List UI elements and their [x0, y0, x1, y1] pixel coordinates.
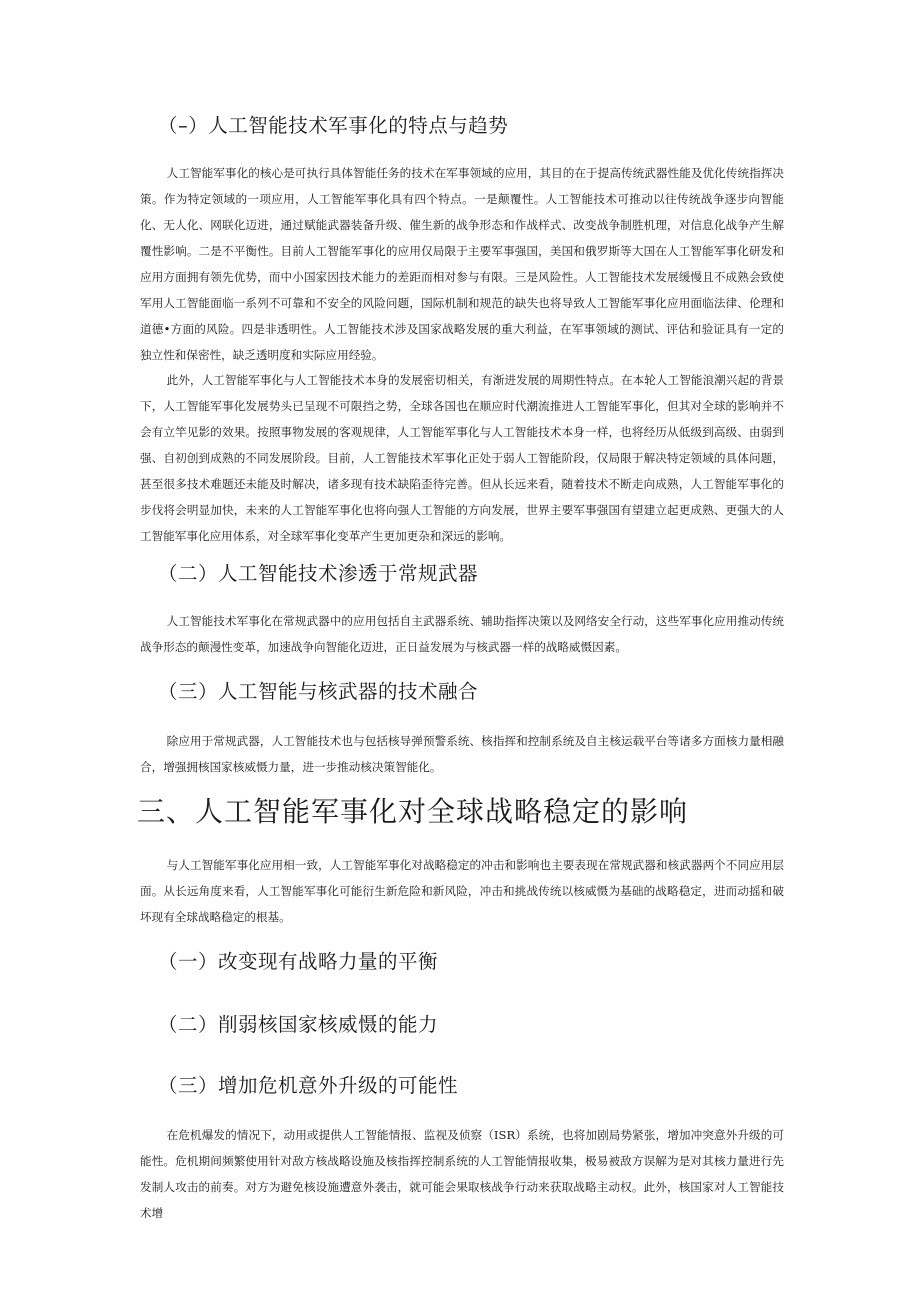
paragraph-1-1-b: 此外，人工智能军事化与人工智能技术本身的发展密切相关，有渐进发展的周期性特点。在本轮人工智能浪潮兴起的背景下，人工智能军事化发展势头已呈现不可限挡之势，全球各国也在顺应时代潮流推进人工智能军事化，但其对全球的影响并不会有立竿见影的效果。按照事物发展的客观规律，人工智能军事化与人工智能技术本身一样，也将经历从低级到高级、由弱到强、自初创到成熟的不同发展阶段。目前，人工智能技术军事化正处于弱人工智能阶段，仅局限于解决特定领域的具体问题，甚至很多技术难题还未能及时解决，诸多现有技术缺陷歪待完善。但从长远来看，随着技术不断走向成熟，人工智能军事化的步伐将会明显加快，未来的人工智能军事化也将向强人工智能的方向发展，世界主要军事强国有望建立起更成熟、更强大的人工智能军事化应用体系，对全球军事化变革产生更加更杂和深远的影响。 [140, 373, 784, 543]
section-heading-3-3: （三）增加危机意外升级的可能性 [158, 1074, 459, 1097]
chapter-heading-3: 三、人工智能军事化对全球战略稳定的影响 [137, 795, 689, 828]
section-heading-1-1: （–）人工智能技术军事化的特点与趋势 [158, 114, 509, 137]
section-heading-3-1: （一）改变现有战略力量的平衡 [158, 950, 439, 973]
paragraph-1-1-a: 人工智能军事化的核心是可执行具体智能任务的技术在军事领域的应用，其目的在于提高传统武器性能及优化传统指挥决策。作为特定领域的一项应用，人工智能军事化具有四个特点。一是颠覆性。人工智能技术可推动以往传统战争逐步向智能化、无人化、网联化迈进，通过赋能武器装备升级、催生新的战争形态和作战样式、改变战争制胜机理，对信息化战争产生解覆性影响。二是不平衡性。目前人工智能军事化的应用仅局限于主要军事强国，美国和俄罗斯等大国在人工智能军事化研发和应用方面拥有领先优势，而中小国家因技术能力的差距而相对参与有限。三是风险性。人工智能技术发展缓慢且不成熟会致使军用人工智能面临一系列不可靠和不安全的风险问题，国际机制和规范的缺失也将导致人工智能军事化应用面临法律、伦理和道德•方面的风险。四是非透明性。人工智能技术涉及国家战略发展的重大利益，在军事领域的测试、评估和验证具有一定的独立性和保密性，缺乏透明度和实际应用经验。 [140, 166, 784, 362]
section-heading-1-2: （二）人工智能技术渗透于常规武器 [158, 562, 479, 585]
section-heading-1-3: （三）人工智能与核武器的技术融合 [158, 680, 479, 703]
paragraph-1-2: 人工智能技术军事化在常规武器中的应用包括自主武器系统、辅助指挥决策以及网络安全行动，这些军事化应用推动传统战争形态的颠漫性变革，加速战争向智能化迈进，正日益发展为与核武器一样的战略威慑因素。 [140, 614, 784, 654]
paragraph-3-intro: 与人工智能军事化应用相一致，人工智能军事化对战略稳定的冲击和影响也主要表现在常规武器和核武器两个不同应用层面。从长远角度来看，人工智能军事化可能衍生新危险和新风险，冲击和挑战传统以核威慑为基础的战略稳定，进而动摇和破坏现有全球战略稳定的根基。 [140, 858, 784, 924]
section-heading-3-2: （二）削弱核国家核威慑的能力 [158, 1013, 439, 1036]
paragraph-1-3: 除应用于常规武器，人工智能技术也与包括核导弹预警系统、核指挥和控制系统及自主核运载平台等诸多方面核力量相融合，增强拥核国家核威慑力量，进一步推动核决策智能化。 [140, 734, 784, 774]
paragraph-3-3: 在危机爆发的情况下，动用或提供人工智能情报、监视及侦察（ISR）系统，也将加剧局势紧张，增加冲突意外升级的可能性。危机期间频繁使用针对敌方核战略设施及核指挥控制系统的人工智能情报收集，极易被敌方误解为是对其核力量进行先发制人攻击的前奏。对方为避免核设施遭意外袭击，就可能会果取核战争行动来获取战略主动权。此外，核国家对人工智能技术增 [140, 1128, 784, 1220]
